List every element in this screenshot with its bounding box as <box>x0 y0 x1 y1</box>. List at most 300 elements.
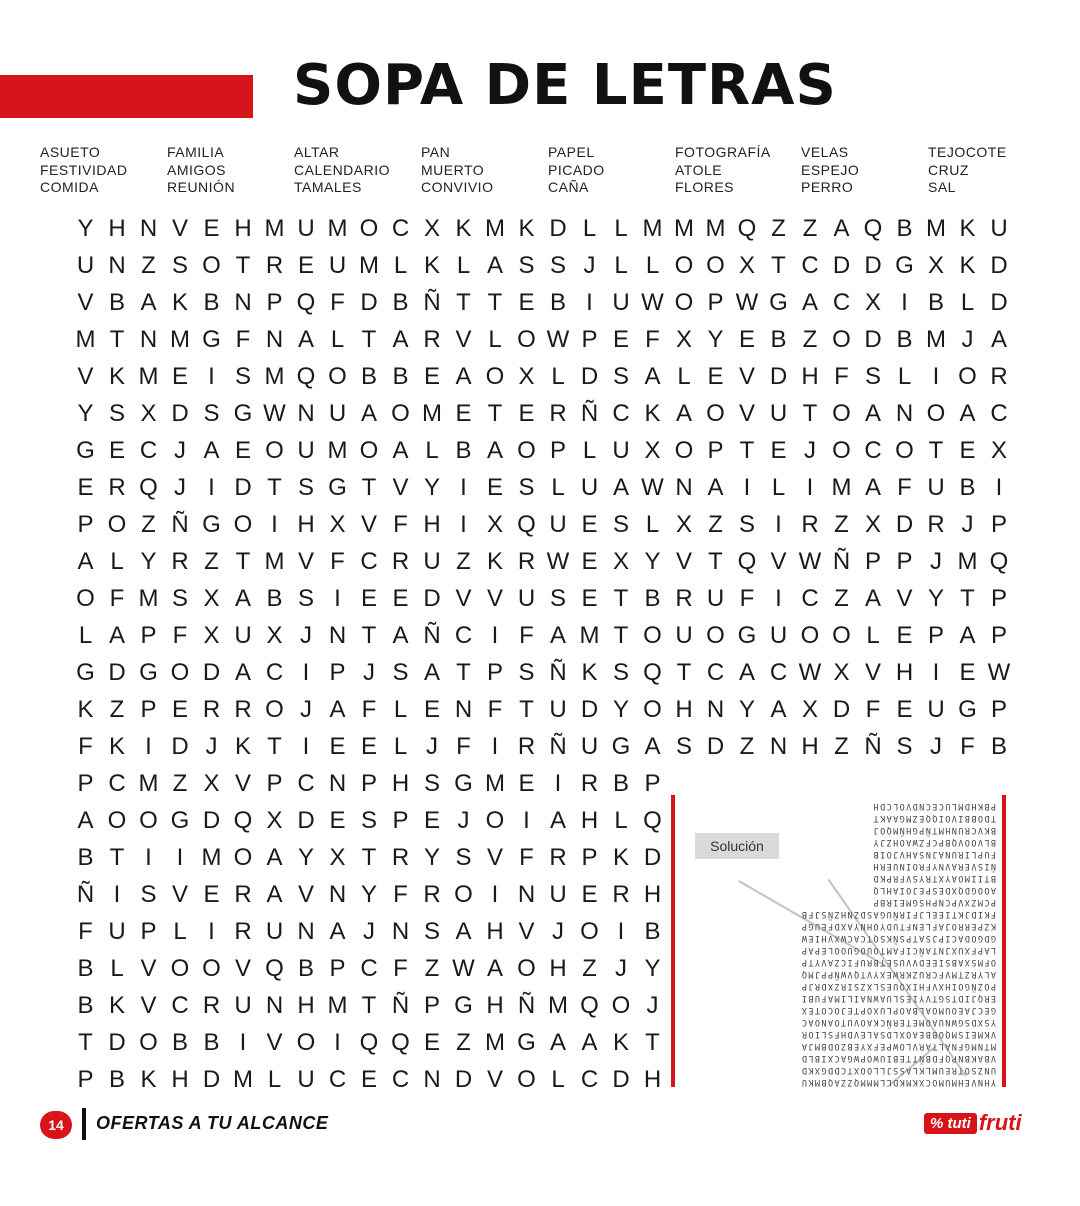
grid-letter: I <box>806 474 814 501</box>
grid-letter: W <box>798 659 822 686</box>
grid-letter: L <box>771 474 786 501</box>
grid-letter: Q <box>233 807 253 834</box>
grid-letter: A <box>707 474 724 501</box>
grid-letter: E <box>203 881 220 908</box>
grid-letter: N <box>675 474 693 501</box>
grid-letter: L <box>110 548 124 575</box>
grid-letter: Ñ <box>549 733 567 760</box>
word-list <box>40 144 1040 198</box>
grid-letter: L <box>677 363 691 390</box>
grid-letter: O <box>832 326 851 353</box>
grid-letter: Q <box>580 992 599 1019</box>
grid-letter: E <box>455 400 472 427</box>
word: PAN <box>421 144 451 160</box>
grid-letter: D <box>202 659 221 686</box>
grid-letter: X <box>927 252 944 279</box>
grid-letter: I <box>208 918 215 945</box>
grid-letter: T <box>613 585 629 612</box>
grid-letter: G <box>958 696 977 723</box>
grid-letter: W <box>452 955 475 982</box>
grid-letter: J <box>300 696 312 723</box>
grid-letter: U <box>612 437 630 464</box>
grid-letter: K <box>108 992 125 1019</box>
grid-letter: E <box>360 733 377 760</box>
grid-letter: H <box>297 992 315 1019</box>
grid-letter: X <box>833 659 850 686</box>
grid-letter: W <box>735 289 759 316</box>
grid-letter: V <box>234 955 251 982</box>
grid-letter: D <box>769 363 788 390</box>
grid-letter: S <box>171 585 188 612</box>
grid-letter: M <box>485 770 505 797</box>
grid-letter: V <box>486 844 503 871</box>
grid-letter: E <box>581 585 598 612</box>
grid-letter: M <box>75 326 96 353</box>
grid-letter: J <box>961 511 974 538</box>
grid-letter: E <box>612 326 629 353</box>
grid-letter: W <box>641 289 664 316</box>
grid-letter: M <box>359 252 379 279</box>
grid-letter: R <box>391 548 410 575</box>
grid-letter: K <box>234 733 251 760</box>
grid-letter: A <box>423 659 440 686</box>
grid-letter: O <box>202 252 221 279</box>
grid-letter: E <box>423 696 440 723</box>
grid-letter: I <box>302 733 310 760</box>
word: CONVIVIO <box>421 179 494 195</box>
grid-letter: Z <box>802 326 818 353</box>
grid-letter: T <box>109 326 125 353</box>
grid-letter: V <box>140 992 157 1019</box>
solution-row: POZÑGOIHXVFHIXQUESLXZSIRZXDRJP <box>800 981 996 991</box>
grid-letter: G <box>76 659 95 686</box>
grid-letter: B <box>612 770 629 797</box>
grid-letter: P <box>549 437 566 464</box>
grid-letter: G <box>611 733 631 760</box>
grid-letter: U <box>769 400 788 427</box>
grid-letter: R <box>171 548 189 575</box>
grid-letter: H <box>801 733 819 760</box>
grid-letter: U <box>297 1066 315 1093</box>
word-list-column <box>928 144 1007 197</box>
grid-letter: U <box>675 622 693 649</box>
grid-letter: M <box>327 992 348 1019</box>
grid-letter: R <box>580 770 599 797</box>
grid-letter: A <box>392 622 409 649</box>
grid-letter: Q <box>517 511 536 538</box>
grid-letter: T <box>613 622 629 649</box>
grid-letter: I <box>145 733 152 760</box>
grid-letter: R <box>265 252 284 279</box>
grid-letter: F <box>393 955 408 982</box>
grid-letter: N <box>769 733 788 760</box>
solution-row: LAPFXUXJNTAÑCIFAMTOUOGUOOLEPAP <box>800 945 996 955</box>
grid-letter: T <box>361 992 377 1019</box>
grid-letter: O <box>328 363 347 390</box>
grid-letter: A <box>360 400 377 427</box>
footer-divider <box>82 1108 86 1140</box>
grid-letter: A <box>581 1029 598 1056</box>
grid-letter: L <box>582 215 597 242</box>
grid-letter: A <box>266 881 283 908</box>
grid-letter: C <box>801 252 819 279</box>
grid-letter: X <box>864 289 881 316</box>
grid-letter: E <box>423 363 440 390</box>
grid-letter: V <box>455 326 472 353</box>
grid-letter: S <box>203 400 220 427</box>
grid-letter: I <box>208 474 215 501</box>
grid-letter: Z <box>172 770 188 797</box>
grid-letter: O <box>454 881 473 908</box>
grid-letter: B <box>108 289 125 316</box>
grid-letter: A <box>297 326 314 353</box>
grid-letter: Z <box>109 696 125 723</box>
grid-letter: T <box>771 252 786 279</box>
grid-letter: R <box>202 992 221 1019</box>
grid-letter: O <box>643 622 662 649</box>
grid-letter: H <box>391 770 410 797</box>
grid-letter: B <box>392 363 409 390</box>
solution-row: AOOGDQXDESPEJOIAHLQ <box>872 885 996 895</box>
grid-letter: U <box>549 511 567 538</box>
grid-letter: C <box>297 770 315 797</box>
solution-row: GDGODACIPJSATPSÑKSQTCACWXVHIEW <box>800 933 996 943</box>
grid-letter: I <box>775 585 782 612</box>
grid-letter: A <box>959 400 976 427</box>
grid-letter: R <box>549 844 567 871</box>
grid-letter: E <box>581 511 598 538</box>
grid-letter: S <box>455 844 472 871</box>
solution-row: FUPLIRUNAJNSAHVJOIB <box>872 849 996 859</box>
grid-letter: E <box>392 585 409 612</box>
grid-letter: E <box>959 659 976 686</box>
grid-letter: D <box>832 252 851 279</box>
grid-letter: E <box>171 696 188 723</box>
grid-letter: R <box>517 548 536 575</box>
grid-letter: C <box>360 548 378 575</box>
grid-letter: E <box>329 733 346 760</box>
grid-letter: Ñ <box>76 881 95 908</box>
solution-row: VKMEISMQOBBEAOXLDSALEVDHFSLIOR <box>800 1029 996 1039</box>
grid-letter: T <box>802 400 818 427</box>
grid-letter: Ñ <box>391 992 410 1019</box>
grid-letter: A <box>329 918 346 945</box>
grid-letter: E <box>297 252 314 279</box>
grid-letter: Y <box>77 400 94 427</box>
grid-letter: N <box>328 881 347 908</box>
grid-letter: N <box>234 289 252 316</box>
grid-letter: D <box>612 1066 630 1093</box>
grid-letter: A <box>486 252 503 279</box>
grid-letter: Ñ <box>171 511 189 538</box>
word: CALENDARIO <box>294 161 391 178</box>
grid-letter: E <box>234 437 251 464</box>
grid-letter: X <box>801 696 818 723</box>
grid-letter: Y <box>644 548 661 575</box>
grid-letter: L <box>551 474 565 501</box>
grid-letter: X <box>675 511 692 538</box>
grid-letter: P <box>990 622 1007 649</box>
grid-letter: I <box>775 511 782 538</box>
word: PERRO <box>801 179 854 195</box>
grid-letter: G <box>170 807 190 834</box>
grid-letter: F <box>834 363 849 390</box>
grid-letter: L <box>866 622 880 649</box>
grid-letter: C <box>864 437 882 464</box>
grid-letter: Q <box>863 215 883 242</box>
grid-letter: U <box>927 696 945 723</box>
grid-letter: I <box>586 289 593 316</box>
grid-letter: L <box>267 1066 282 1093</box>
grid-letter: P <box>77 1066 94 1093</box>
grid-letter: P <box>266 770 283 797</box>
grid-letter: V <box>234 770 251 797</box>
grid-letter: C <box>612 400 630 427</box>
grid-letter: A <box>770 696 787 723</box>
grid-letter: V <box>770 548 787 575</box>
grid-letter: L <box>173 918 187 945</box>
grid-letter: M <box>485 1029 505 1056</box>
grid-letter: M <box>926 326 946 353</box>
grid-letter: P <box>140 918 157 945</box>
grid-letter: D <box>202 807 221 834</box>
grid-letter: H <box>171 1066 189 1093</box>
grid-letter: T <box>645 1029 660 1056</box>
grid-letter: U <box>517 585 536 612</box>
grid-letter: U <box>769 622 788 649</box>
grid-letter: U <box>580 474 599 501</box>
grid-letter: U <box>990 215 1008 242</box>
grid-letter: A <box>612 474 629 501</box>
grid-letter: O <box>926 400 946 427</box>
grid-letter: H <box>423 511 441 538</box>
solution-row: PBKHDMLUCECNDVOLCDH <box>872 801 996 811</box>
grid-letter: P <box>927 622 944 649</box>
grid-letter: A <box>864 400 881 427</box>
grid-letter: C <box>265 659 284 686</box>
grid-letter: Y <box>423 844 440 871</box>
grid-letter: S <box>612 659 629 686</box>
grid-letter: X <box>990 437 1007 464</box>
word: MUERTO <box>421 161 485 178</box>
grid-letter: H <box>297 511 315 538</box>
solution-row: ALYRZTMVFCRUZKRWEXYVTQVWÑPPJMQ <box>800 969 996 979</box>
grid-letter: M <box>327 437 348 464</box>
grid-letter: I <box>239 1029 247 1056</box>
grid-letter: O <box>832 437 851 464</box>
grid-letter: R <box>423 881 441 908</box>
grid-letter: O <box>233 844 253 871</box>
word: ASUETO <box>40 144 101 160</box>
grid-letter: H <box>643 881 662 908</box>
grid-letter: D <box>171 733 189 760</box>
grid-letter: I <box>523 807 530 834</box>
grid-letter: L <box>614 252 628 279</box>
grid-letter: P <box>896 548 913 575</box>
grid-letter: K <box>486 548 503 575</box>
grid-letter: S <box>297 474 314 501</box>
grid-letter: C <box>769 659 788 686</box>
grid-letter: F <box>519 844 534 871</box>
grid-letter: I <box>491 881 499 908</box>
grid-letter: O <box>391 400 410 427</box>
grid-letter: V <box>77 363 94 390</box>
grid-letter: I <box>145 844 152 871</box>
grid-letter: N <box>328 622 347 649</box>
grid-letter: V <box>297 548 314 575</box>
grid-letter: J <box>363 918 375 945</box>
grid-letter: K <box>581 659 598 686</box>
grid-letter: M <box>705 215 726 242</box>
grid-letter: Z <box>141 511 156 538</box>
grid-letter: A <box>108 622 125 649</box>
grid-letter: H <box>486 992 504 1019</box>
grid-letter: I <box>334 585 341 612</box>
grid-letter: V <box>392 474 409 501</box>
grid-letter: C <box>360 955 378 982</box>
grid-letter: J <box>615 955 627 982</box>
grid-letter: X <box>266 622 283 649</box>
grid-letter: N <box>517 881 536 908</box>
grid-letter: T <box>456 289 471 316</box>
grid-letter: C <box>391 1066 410 1093</box>
grid-letter: F <box>330 289 345 316</box>
solution-row: GECJAEOUMOALBAOPLUXOPTEJOCOTEX <box>800 1005 996 1015</box>
grid-letter: V <box>738 400 755 427</box>
grid-letter: V <box>171 215 188 242</box>
grid-letter: H <box>549 955 567 982</box>
grid-letter: G <box>517 1029 536 1056</box>
grid-letter: V <box>896 585 913 612</box>
grid-letter: B <box>392 289 409 316</box>
grid-letter: L <box>456 252 471 279</box>
grid-letter: E <box>581 548 598 575</box>
grid-letter: O <box>517 437 536 464</box>
grid-letter: R <box>234 696 252 723</box>
grid-letter: S <box>392 659 409 686</box>
grid-letter: I <box>208 363 215 390</box>
grid-letter: V <box>486 1066 503 1093</box>
grid-letter: X <box>486 511 503 538</box>
solution-divider-left <box>671 795 675 1087</box>
grid-letter: S <box>423 770 440 797</box>
grid-letter: X <box>266 807 283 834</box>
grid-letter: N <box>706 696 725 723</box>
grid-letter: A <box>801 289 818 316</box>
grid-letter: A <box>266 844 283 871</box>
grid-letter: E <box>518 289 535 316</box>
grid-letter: Ñ <box>832 548 851 575</box>
grid-letter: K <box>140 1066 157 1093</box>
grid-letter: F <box>865 696 881 723</box>
grid-letter: D <box>990 289 1008 316</box>
grid-letter: S <box>140 881 157 908</box>
grid-letter: L <box>551 1066 565 1093</box>
grid-letter: E <box>329 807 346 834</box>
grid-letter: C <box>108 770 126 797</box>
grid-letter: T <box>235 252 251 279</box>
grid-letter: A <box>486 437 503 464</box>
grid-letter: X <box>203 770 220 797</box>
grid-letter: T <box>676 659 692 686</box>
grid-letter: B <box>549 289 566 316</box>
grid-letter: O <box>485 807 505 834</box>
solution-row: KZPERROJAFLENFTUDYOHNYAXDFEUGP <box>800 921 996 931</box>
grid-letter: I <box>932 363 940 390</box>
grid-letter: P <box>77 770 94 797</box>
word-list-column <box>675 144 771 197</box>
grid-letter: R <box>612 881 630 908</box>
grid-letter: Q <box>265 955 284 982</box>
grid-letter: B <box>360 363 377 390</box>
grid-letter: O <box>296 1029 316 1056</box>
grid-letter: M <box>138 363 159 390</box>
grid-letter: I <box>995 474 1003 501</box>
grid-letter: J <box>457 807 470 834</box>
word: FOTOGRAFÍA <box>675 144 771 160</box>
grid-letter: A <box>549 1029 566 1056</box>
grid-letter: M <box>264 548 285 575</box>
grid-letter: S <box>675 733 692 760</box>
grid-letter: V <box>360 511 377 538</box>
grid-letter: A <box>833 215 850 242</box>
grid-letter: G <box>454 770 473 797</box>
grid-letter: S <box>108 400 125 427</box>
grid-letter: J <box>205 733 218 760</box>
grid-letter: T <box>519 696 534 723</box>
grid-letter: M <box>579 622 600 649</box>
grid-letter: N <box>391 918 410 945</box>
grid-letter: X <box>329 844 346 871</box>
grid-letter: Z <box>834 585 849 612</box>
grid-letter: E <box>171 363 188 390</box>
grid-letter: J <box>426 733 438 760</box>
grid-letter: D <box>423 585 441 612</box>
grid-letter: Ñ <box>517 992 536 1019</box>
grid-letter: B <box>644 585 661 612</box>
grid-letter: F <box>393 881 408 908</box>
grid-letter: O <box>674 289 694 316</box>
grid-letter: O <box>139 1029 158 1056</box>
grid-letter: Z <box>424 955 440 982</box>
grid-letter: P <box>864 548 881 575</box>
grid-letter: O <box>170 955 190 982</box>
grid-letter: A <box>392 437 409 464</box>
grid-letter: U <box>580 733 599 760</box>
grid-letter: S <box>297 585 314 612</box>
grid-letter: F <box>393 511 408 538</box>
grid-letter: A <box>959 622 976 649</box>
grid-letter: G <box>76 437 95 464</box>
grid-letter: D <box>580 696 599 723</box>
grid-letter: N <box>297 918 315 945</box>
grid-letter: Y <box>644 955 661 982</box>
grid-letter: U <box>612 289 630 316</box>
grid-letter: E <box>896 622 913 649</box>
grid-letter: B <box>203 1029 220 1056</box>
grid-letter: U <box>706 585 725 612</box>
word-list-column <box>801 144 859 197</box>
grid-letter: T <box>361 326 377 353</box>
grid-letter: V <box>455 585 472 612</box>
brand-logo <box>924 1108 1022 1138</box>
grid-letter: A <box>644 363 661 390</box>
grid-letter: O <box>139 807 158 834</box>
grid-letter: C <box>454 622 473 649</box>
grid-letter: X <box>738 252 755 279</box>
grid-letter: C <box>706 659 725 686</box>
grid-letter: L <box>551 363 565 390</box>
